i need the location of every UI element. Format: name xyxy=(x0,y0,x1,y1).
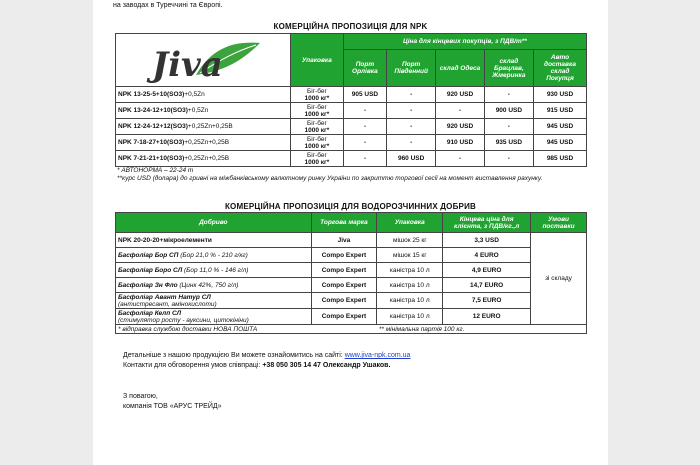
npk-price: 900 USD xyxy=(484,103,533,119)
water-pack: мішок 15 кг xyxy=(377,248,443,263)
npk-col-port-3: склад Брацлав, Жмеринка xyxy=(484,50,533,87)
npk-col-pack: Упаковка xyxy=(291,34,344,87)
npk-pack-2: 1000 кг* xyxy=(304,142,330,150)
water-delivery: зі складу xyxy=(531,233,587,325)
water-name: Басфоліар Авант Натур СЛ xyxy=(118,293,211,301)
npk-price: - xyxy=(387,119,436,135)
water-name: Басфоліар Келп СЛ xyxy=(118,309,182,317)
npk-price: - xyxy=(484,87,533,103)
npk-pack-1: Біг-бег xyxy=(306,135,327,143)
npk-price: - xyxy=(343,119,386,135)
document-page xyxy=(93,0,608,465)
npk-col-price-group: Ціна для кінцевих покупців, з ПДВ/т** xyxy=(343,34,586,50)
logo-text: Jiva xyxy=(152,45,223,85)
water-name: Басфоліар Боро СЛ xyxy=(118,266,183,274)
water-brand: Compo Expert xyxy=(311,263,377,278)
npk-pack-2: 1000 кг* xyxy=(304,126,330,134)
jiva-logo xyxy=(118,35,288,85)
water-table xyxy=(115,212,587,334)
npk-price: - xyxy=(387,135,436,151)
npk-name: NPK 13-25-5+10(SO3) xyxy=(118,91,185,98)
water-sub: (Бор 21,0 % - 210 г/кг) xyxy=(180,251,248,259)
npk-pack-1: Біг-бег xyxy=(306,103,327,111)
water-col-1: Торгова марка xyxy=(311,213,377,233)
npk-price: 935 USD xyxy=(484,135,533,151)
water-pack: каністра 10 л xyxy=(377,293,443,309)
contact-line-2 xyxy=(123,362,390,369)
npk-price: - xyxy=(484,119,533,135)
contact-phone: +38 050 305 14 47 Олександр Ушаков. xyxy=(262,362,391,369)
table-row xyxy=(116,87,587,103)
npk-note-2: **курс USD (долара) до гривні на міжбанківському валютному ринку України по закриттю торгової сесії на момент виставлення рахунку. xyxy=(117,175,543,182)
npk-table xyxy=(115,33,587,167)
npk-name: NPK 7-18-27+10(SO3) xyxy=(118,139,185,146)
water-footer-row xyxy=(116,325,587,334)
water-brand: Compo Expert xyxy=(311,309,377,325)
water-sub: (Цинк 42%, 750 г/л) xyxy=(179,281,239,289)
water-pack: каністра 10 л xyxy=(377,278,443,293)
npk-col-port-2: склад Одеса xyxy=(436,50,484,87)
npk-price: - xyxy=(343,103,386,119)
sign-line-2: компанія ТОВ «АРУС ТРЕЙД» xyxy=(123,403,222,410)
npk-pack-2: 1000 кг* xyxy=(304,94,330,102)
npk-price: 945 USD xyxy=(534,119,587,135)
site-link[interactable]: www.jiva-npk.com.ua xyxy=(344,352,411,359)
npk-name: NPK 12-24-12+12(SO3) xyxy=(118,123,188,130)
water-price: 7,5 EURO xyxy=(443,293,531,309)
water-name: Басфоліар Зн Фло xyxy=(118,281,178,289)
npk-price: 915 USD xyxy=(534,103,587,119)
water-col-4: Умови поставки xyxy=(531,213,587,233)
water-col-0: Добриво xyxy=(116,213,312,233)
water-sub: (антистресант, амінокислоти) xyxy=(118,300,217,308)
npk-pack-2: 1000 кг* xyxy=(304,158,330,166)
npk-price: 945 USD xyxy=(534,135,587,151)
table-row xyxy=(116,119,587,135)
water-brand: Jiva xyxy=(311,233,377,248)
table-row xyxy=(116,309,587,325)
water-pack: каністра 10 л xyxy=(377,309,443,325)
npk-title: КОМЕРЦІЙНА ПРОПОЗИЦІЯ ДЛЯ NPK xyxy=(273,22,428,31)
npk-price: 985 USD xyxy=(534,151,587,167)
water-price: 3,3 USD xyxy=(443,233,531,248)
npk-extra: +0,25Zn+0,25B xyxy=(184,139,230,146)
contact-text-1: Детальніше з нашою продукцією Ви можете ознайомитись на сайті: xyxy=(123,352,343,359)
npk-col-port-0: Порт Орлівка xyxy=(343,50,386,87)
water-pack: каністра 10 л xyxy=(377,263,443,278)
table-row xyxy=(116,263,587,278)
npk-extra: +0,25Zn+0,25B xyxy=(184,155,230,162)
water-brand: Compo Expert xyxy=(311,293,377,309)
water-price: 14,7 EURO xyxy=(443,278,531,293)
npk-pack-1: Біг-бег xyxy=(306,87,327,95)
npk-price: 920 USD xyxy=(436,87,484,103)
table-row xyxy=(116,248,587,263)
npk-price: - xyxy=(387,87,436,103)
water-price: 4,9 EURO xyxy=(443,263,531,278)
water-title: КОМЕРЦІЙНА ПРОПОЗИЦІЯ ДЛЯ ВОДОРОЗЧИННИХ ДОБРИВ xyxy=(224,202,477,211)
water-sub: (стимулятор росту - ауксини, цитокініни) xyxy=(118,316,249,324)
water-price: 12 EURO xyxy=(443,309,531,325)
npk-name: NPK 7-21-21+10(SO3) xyxy=(118,155,185,162)
water-brand: Compo Expert xyxy=(311,278,377,293)
water-pack: мішок 25 кг xyxy=(377,233,443,248)
water-name: NPK 20-20-20+мікроелементи xyxy=(118,236,212,244)
npk-price: - xyxy=(436,103,484,119)
water-col-3: Кінцева ціна для клієнта, з ПДВ/кг.,л xyxy=(443,213,531,233)
npk-pack-1: Біг-бег xyxy=(306,119,327,127)
signature-block xyxy=(123,392,222,412)
npk-col-port-4: Авто доставка склад Покупця xyxy=(534,50,587,87)
npk-price: - xyxy=(484,151,533,167)
npk-name: NPK 13-24-12+10(SO3) xyxy=(118,107,188,114)
table-row xyxy=(116,278,587,293)
npk-extra: +0,25Zn+0,25B xyxy=(187,123,233,130)
npk-price: 905 USD xyxy=(343,87,386,103)
jiva-logo-cell xyxy=(116,34,291,87)
npk-extra: +0,5Zn xyxy=(184,91,205,98)
water-col-2: Упаковка xyxy=(377,213,443,233)
npk-price: 930 USD xyxy=(534,87,587,103)
water-name: Басфоліар Бор СП xyxy=(118,251,179,259)
npk-extra: +0,5Zn xyxy=(187,107,209,114)
water-sub: (Бор 11,0 % - 146 г/л) xyxy=(184,266,249,274)
npk-price: - xyxy=(343,135,386,151)
table-row xyxy=(116,151,587,167)
npk-price: 920 USD xyxy=(436,119,484,135)
npk-pack-2: 1000 кг* xyxy=(304,110,330,118)
npk-price: - xyxy=(436,151,484,167)
npk-col-port-1: Порт Південний xyxy=(387,50,436,87)
contact-text-2: Контакти для обговорення умов співпраці: xyxy=(123,362,261,369)
table-row xyxy=(116,233,587,248)
intro-text: на заводах в Туреччині та Європі. xyxy=(113,2,223,9)
npk-price: - xyxy=(343,151,386,167)
npk-note-1: * АВТОНОРМА – 22-24 т xyxy=(117,167,194,174)
water-foot-right: ** мінімальна партія 100 кг. xyxy=(377,325,587,334)
sign-line-1: З повагою, xyxy=(123,393,158,400)
npk-price: 960 USD xyxy=(387,151,436,167)
npk-price: 910 USD xyxy=(436,135,484,151)
npk-pack-1: Біг-бег xyxy=(306,151,327,159)
table-row xyxy=(116,103,587,119)
water-foot-left: * відправка службою доставки НОВА ПОШТА xyxy=(116,325,377,334)
table-row xyxy=(116,293,587,309)
water-brand: Compo Expert xyxy=(311,248,377,263)
water-price: 4 EURO xyxy=(443,248,531,263)
table-row xyxy=(116,135,587,151)
contact-line-1 xyxy=(123,352,410,359)
npk-price: - xyxy=(387,103,436,119)
